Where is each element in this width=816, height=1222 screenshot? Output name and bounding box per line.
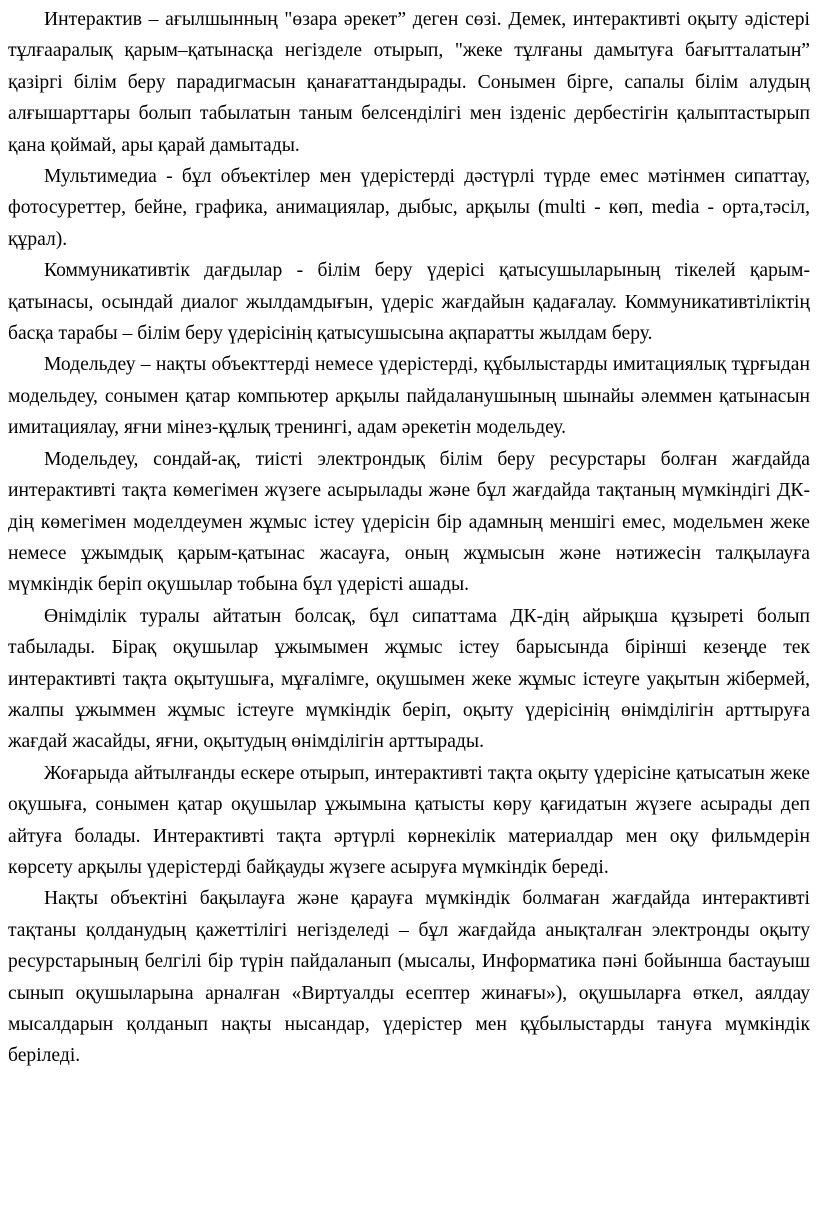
paragraph-modeling-board: Модельдеу, сондай-ақ, тиісті электрондық білім беру ресурстары болған жағдайда интерактивті тақта көмегімен жүзеге асырылады және бұл жағдайда тақтаның мүмкіндігі ДК-дің көмегімен моделдеумен жұмыс істеу үдерісін бір адамның меншігі емес, модельмен жеке немесе ұжымдық қарым-қатынас жасауға, оның жұмысын және нәтижесін талқылауға мүмкіндік беріп оқушылар тобына бұл үдерісті ашады. [8, 448, 810, 596]
paragraph-communication-skills: Коммуникативтік дағдылар - білім беру үдерісі қатысушыларының тікелей қарым-қатынасы, осындай диалог жылдамдығын, үдеріс жағдайын қадағалау. Коммуникативтіліктің басқа тарабы – білім беру үдерісінің қатысушысына ақпаратты жылдам беру. [8, 260, 810, 345]
paragraph-observation: Нақты объектіні бақылауға және қарауға мүмкіндік болмаған жағдайда интерактивті тақтаны қолданудың қажеттілігі негізделеді – бұл жағдайда анықталған электронды оқыту ресурстарының белгілі бір түрін пайдаланып (мысалы, Информатика пәні бойынша бастауыш сынып оқушыларына арналған «Виртуалды есептер жинағы»), оқушыларға өткел, аялдау мысалдарын қолданып нақты нысандар, үдерістер мен құбылыстарды тануға мүмкіндік беріледі. [8, 888, 810, 1067]
paragraph-visibility-principle: Жоғарыда айтылғанды ескере отырып, интерактивті тақта оқыту үдерісіне қатысатын жеке оқушыға, сонымен қатар оқушылар ұжымына қатысты көру қағидатын жүзеге асырады деп айтуға болады. Интерактивті тақта әртүрлі көрнекілік материалдар мен оқу фильмдерін көрсету арқылы үдерістерді байқауды жүзеге асыруға мүмкіндік береді. [8, 762, 810, 878]
paragraph-modeling: Модельдеу – нақты объекттерді немесе үдерістерді, құбылыстарды имитациялық тұрғыдан модельдеу, сонымен қатар компьютер арқылы пайдаланушының шынайы әлеммен қатынасын имитациялау, яғни мінез-құлық тренингі, адам әрекетін модельдеу. [8, 354, 810, 439]
paragraph-interactive-definition: Интерактив – ағылшынның "өзара әрекет” деген сөзі. Демек, интерактивті оқыту әдістері тұлғааралық қарым–қатынасқа негізделе отырып, "жеке тұлғаны дамытуға бағытталатын” қазіргі білім беру парадигмасын қанағаттандырады. Сонымен бірге, сапалы білім алудың алғышарттары болып табылатын таным белсенділігі мен ізденіс дербестігін қалыптастырып қана қоймай, ары қарай дамытады. [8, 9, 810, 156]
paragraph-productivity: Өнімділік туралы айтатын болсақ, бұл сипаттама ДК-дің айрықша құзыреті болып табылады. Бірақ оқушылар ұжымымен жұмыс істеу барысында бірінші кезеңде тек интерактивті тақта оқытушыға, мұғалімге, оқушымен жеке жұмыс істеуге уақытын жібермей, жалпы ұжыммен жұмыс істеуге мүмкіндік беріп, оқыту үдерісінің өнімділігін арттыруға жағдай жасайды, яғни, оқытудың өнімділігін арттырады. [8, 605, 810, 753]
paragraph-multimedia: Мультимедиа - бұл объектілер мен үдерістерді дәстүрлі түрде емес мәтінмен сипаттау, фотосуреттер, бейне, графика, анимациялар, дыбыс, арқылы (multi - көп, media - орта,тәсіл, құрал). [8, 166, 810, 250]
